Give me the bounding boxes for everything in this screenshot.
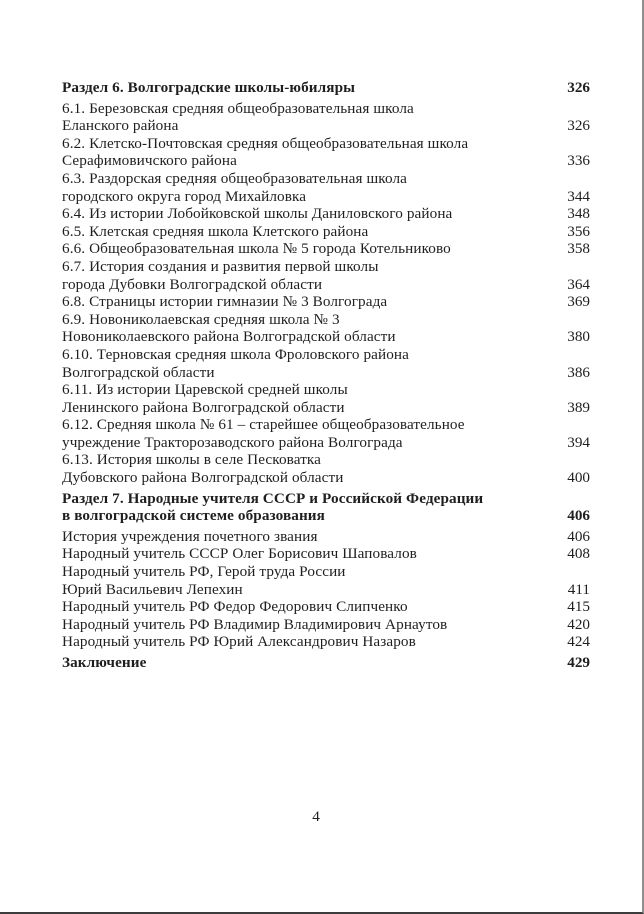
- toc-entry-text: Волгоградской области: [62, 363, 215, 381]
- toc-line: [62, 545, 590, 563]
- toc-line: [62, 223, 590, 241]
- toc-entry: [62, 654, 590, 672]
- toc-page-number: 380: [567, 328, 590, 346]
- toc-entry-text: 6.9. Новониколаевская средняя школа № 3: [62, 310, 340, 328]
- toc-entry: [62, 311, 590, 346]
- toc-page-number: 415: [567, 598, 590, 616]
- toc-entry: [62, 616, 590, 634]
- toc-entry-text: 6.13. История школы в селе Песковатка: [62, 451, 322, 469]
- toc-entry-text: 6.5. Клетская средняя школа Клетского района: [62, 222, 369, 240]
- toc-line: [62, 434, 590, 452]
- toc-entry-text: учреждение Тракторозаводского района Волгограда: [62, 433, 403, 451]
- toc-page-number: 400: [567, 469, 590, 487]
- toc-line: [62, 364, 590, 382]
- toc-entry-text: 6.4. Из истории Лобойковской школы Даниловского района: [62, 205, 453, 223]
- toc-page-number: 344: [567, 187, 590, 205]
- toc-entry-text: Юрий Васильевич Лепехин: [62, 580, 243, 598]
- toc-entry-text: Народный учитель РФ Юрий Александрович Назаров: [62, 633, 416, 651]
- toc-line: [62, 79, 590, 97]
- toc-line: [62, 654, 590, 672]
- toc-entry: [62, 135, 590, 170]
- toc-line: [62, 205, 590, 223]
- toc-line: [62, 311, 590, 329]
- toc-line: [62, 528, 590, 546]
- toc-entry: [62, 490, 590, 525]
- toc-line: [62, 100, 590, 118]
- toc-page-number: 408: [567, 545, 590, 563]
- toc-entry-text: Народный учитель РФ Федор Федорович Слипченко: [62, 598, 408, 616]
- toc-line: [62, 170, 590, 188]
- toc-page-number: 429: [567, 654, 590, 671]
- toc-page-number: 356: [567, 222, 590, 240]
- toc-entry: [62, 293, 590, 311]
- toc-line: [62, 598, 590, 616]
- toc-page-number: 358: [567, 240, 590, 258]
- toc-line: [62, 381, 590, 399]
- toc-line: [62, 240, 590, 258]
- toc-line: [62, 633, 590, 651]
- toc-line: [62, 328, 590, 346]
- toc-entry: [62, 598, 590, 616]
- toc-page-number: 326: [567, 79, 590, 96]
- toc-entry: [62, 563, 590, 598]
- toc-page-number: 386: [567, 363, 590, 381]
- toc-entry-text: 6.7. История создания и развития первой школы: [62, 257, 379, 275]
- toc-line: [62, 581, 590, 599]
- toc-entry: [62, 100, 590, 135]
- toc-page-number: 369: [567, 293, 590, 311]
- toc-entry-text: Серафимовичского района: [62, 152, 237, 170]
- toc-line: [62, 117, 590, 135]
- toc-line: [62, 152, 590, 170]
- toc-line: [62, 490, 590, 508]
- toc-page-number: 394: [567, 433, 590, 451]
- toc-line: [62, 135, 590, 153]
- toc-entry: [62, 528, 590, 546]
- toc-page-number: 406: [567, 527, 590, 545]
- toc-entry-text: 6.10. Терновская средняя школа Фроловского района: [62, 345, 409, 363]
- toc-entry-text: Ленинского района Волгоградской области: [62, 398, 345, 416]
- toc-line: [62, 346, 590, 364]
- toc-line: [62, 258, 590, 276]
- toc-entry-text: Народный учитель РФ, Герой труда России: [62, 563, 346, 581]
- toc-page-number: 420: [567, 615, 590, 633]
- toc-line: [62, 451, 590, 469]
- toc-line: [62, 563, 590, 581]
- toc-entry-text: 6.6. Общеобразовательная школа № 5 города Котельниково: [62, 240, 451, 258]
- toc-entry: [62, 346, 590, 381]
- toc-entry-text: 6.8. Страницы истории гимназии № 3 Волгограда: [62, 293, 388, 311]
- toc-entry-text: Новониколаевского района Волгоградской области: [62, 328, 396, 346]
- toc-line: [62, 416, 590, 434]
- toc-line: [62, 616, 590, 634]
- toc-entry-text: Раздел 7. Народные учителя СССР и Российской Федерации: [62, 489, 484, 507]
- toc-page-number: 348: [567, 205, 590, 223]
- toc-entry: [62, 170, 590, 205]
- toc-line: [62, 188, 590, 206]
- toc-entry-text: Заключение: [62, 654, 147, 671]
- toc-line: [62, 399, 590, 417]
- toc-entry-text: 6.11. Из истории Царевской средней школы: [62, 381, 348, 399]
- toc-entry: [62, 205, 590, 223]
- toc-entry: [62, 258, 590, 293]
- toc-entry-text: в волгоградской системе образования: [62, 507, 325, 525]
- toc-page-number: 336: [567, 152, 590, 170]
- toc-entry-text: История учреждения почетного звания: [62, 527, 318, 545]
- toc-entry: [62, 240, 590, 258]
- toc-entry-text: Дубовского района Волгоградской области: [62, 469, 344, 487]
- toc-page-number: 411: [567, 580, 590, 598]
- toc-page-number: 364: [567, 275, 590, 293]
- toc-entry-text: города Дубовки Волгоградской области: [62, 275, 323, 293]
- toc-entry: [62, 633, 590, 651]
- toc-entry-text: Раздел 6. Волгоградские школы-юбиляры: [62, 79, 356, 96]
- toc-page-number: 326: [567, 117, 590, 135]
- toc-entry-text: 6.3. Раздорская средняя общеобразовательная школа: [62, 169, 407, 187]
- toc-entry-text: Народный учитель РФ Владимир Владимирович Арнаутов: [62, 615, 448, 633]
- toc-entry-text: 6.2. Клетско-Почтовская средняя общеобразовательная школа: [62, 134, 469, 152]
- toc-page-number: 389: [567, 398, 590, 416]
- toc-line: [62, 507, 590, 525]
- table-of-contents: [62, 76, 590, 675]
- toc-entry-text: 6.1. Березовская средняя общеобразовательная школа: [62, 99, 414, 117]
- toc-page-number: 406: [567, 507, 590, 525]
- toc-entry: [62, 79, 590, 97]
- toc-entry-text: Народный учитель СССР Олег Борисович Шаповалов: [62, 545, 417, 563]
- toc-line: [62, 276, 590, 294]
- toc-entry: [62, 451, 590, 486]
- toc-entry: [62, 223, 590, 241]
- toc-page-number: 424: [567, 633, 590, 651]
- toc-entry-text: городского округа город Михайловка: [62, 187, 307, 205]
- page-number: 4: [312, 808, 320, 825]
- toc-line: [62, 293, 590, 311]
- toc-line: [62, 469, 590, 487]
- toc-entry-text: Еланского района: [62, 117, 179, 135]
- toc-entry: [62, 416, 590, 451]
- toc-entry: [62, 545, 590, 563]
- toc-entry: [62, 381, 590, 416]
- toc-entry-text: 6.12. Средняя школа № 61 – старейшее общеобразовательное: [62, 416, 465, 434]
